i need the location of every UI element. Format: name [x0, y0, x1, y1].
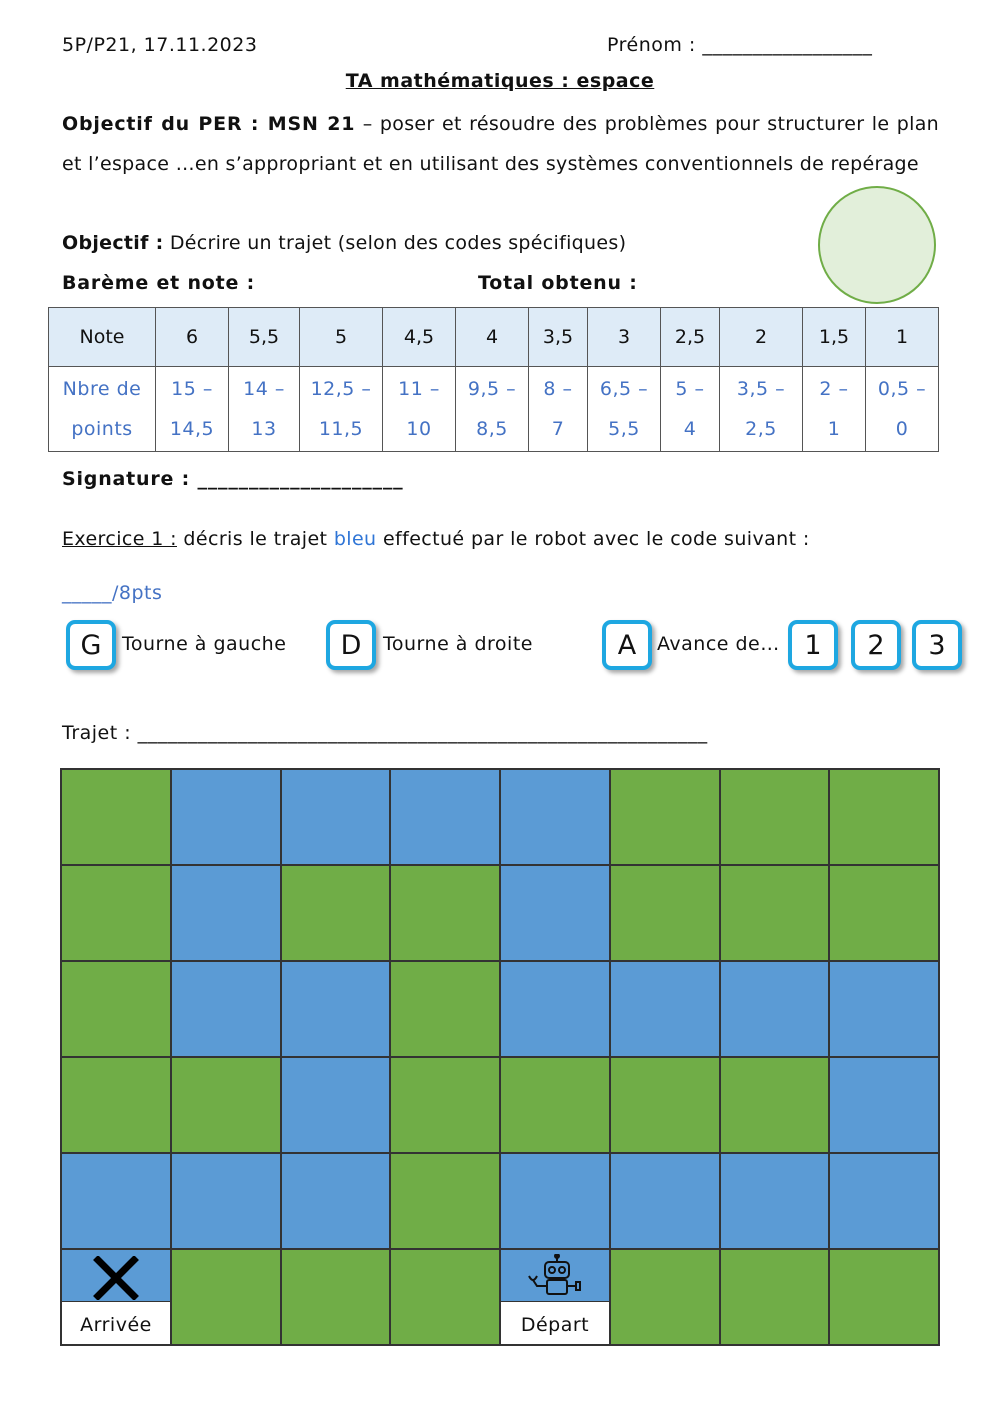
- x-mark-icon: [92, 1256, 140, 1300]
- map-cell-green: [390, 1153, 500, 1249]
- map-cell-green: [610, 865, 720, 961]
- objectif-per-text: – poser et résoudre des problèmes pour structurer le plan et l’espace …en s’appropriant et en utilisant des systèmes conventionnels de repérage: [62, 113, 939, 175]
- map-cell-blue: [610, 961, 720, 1057]
- code-key-g: G: [66, 620, 116, 670]
- map-cell-blue: [171, 1153, 281, 1249]
- map-cell-green: [171, 1249, 281, 1345]
- map-cell-blue: [829, 961, 939, 1057]
- points-cell: 5 – 4: [661, 367, 720, 452]
- depart-label: Départ: [500, 1301, 610, 1345]
- map-cell-green: [61, 1057, 171, 1153]
- note-cell: 4,5: [383, 308, 456, 367]
- map-cell-green: [720, 1249, 830, 1345]
- code-key-2: 2: [851, 620, 901, 670]
- grade-row-points: [49, 367, 939, 452]
- note-cell: 1: [866, 308, 939, 367]
- points-cell: 2 – 1: [803, 367, 866, 452]
- map-cell-blue: [281, 1057, 391, 1153]
- map-cell-blue: [281, 769, 391, 865]
- note-cell: 5,5: [229, 308, 300, 367]
- map-cell-green: [720, 1057, 830, 1153]
- map-cell-arrivee: [61, 1249, 171, 1345]
- arrivee-label: Arrivée: [61, 1301, 171, 1345]
- map-cell-green: [720, 769, 830, 865]
- code-label-g: Tourne à gauche: [122, 633, 287, 655]
- map-cell-blue: [171, 961, 281, 1057]
- signature-field[interactable]: Signature : ____________________: [62, 468, 404, 490]
- grade-table: [48, 307, 939, 452]
- map-cell-blue: [281, 1153, 391, 1249]
- map-cell-blue: [500, 1153, 610, 1249]
- map-cell-green: [61, 961, 171, 1057]
- points-cell: 14 – 13: [229, 367, 300, 452]
- total-label: Total obtenu :: [478, 272, 638, 294]
- map-cell-green: [610, 1057, 720, 1153]
- code-key-1: 1: [788, 620, 838, 670]
- code-key-3: 3: [912, 620, 962, 670]
- map-cell-green: [829, 1249, 939, 1345]
- note-cell: 4: [456, 308, 529, 367]
- map-cell-blue: [500, 961, 610, 1057]
- map-cell-blue: [171, 865, 281, 961]
- map-cell-green: [829, 769, 939, 865]
- notes-header: Note: [49, 308, 156, 367]
- map-cell-green: [61, 769, 171, 865]
- map-cell-depart: [500, 1249, 610, 1345]
- objectif-text: Décrire un trajet (selon des codes spécifiques): [163, 232, 627, 254]
- points-cell: 6,5 – 5,5: [588, 367, 661, 452]
- map-cell-blue: [720, 961, 830, 1057]
- trajet-field[interactable]: Trajet : _________________________________________________________: [62, 722, 708, 744]
- map-cell-blue: [500, 865, 610, 961]
- map-cell-blue: [281, 961, 391, 1057]
- map-cell-blue: [610, 1153, 720, 1249]
- map-cell-blue: [390, 769, 500, 865]
- exercise-score: _____/8pts: [62, 582, 163, 604]
- map-cell-green: [61, 865, 171, 961]
- map-cell-blue: [61, 1153, 171, 1249]
- note-cell: 5: [300, 308, 383, 367]
- map-cell-green: [281, 1249, 391, 1345]
- map-cell-green: [610, 1249, 720, 1345]
- map-cell-green: [829, 865, 939, 961]
- note-cell: 3: [588, 308, 661, 367]
- class-date: 5P/P21, 17.11.2023: [62, 34, 258, 56]
- exercise-highlight: bleu: [333, 528, 377, 550]
- points-header: Nbre de points: [49, 367, 156, 452]
- map-cell-green: [171, 1057, 281, 1153]
- objectif-per-label: Objectif du PER : MSN 21: [62, 113, 356, 135]
- note-cell: 3,5: [529, 308, 588, 367]
- map-cell-blue: [829, 1057, 939, 1153]
- map-cell-green: [281, 865, 391, 961]
- robot-icon: [521, 1254, 581, 1306]
- map-cell-green: [390, 865, 500, 961]
- map-cell-blue: [829, 1153, 939, 1249]
- map-cell-green: [610, 769, 720, 865]
- map-grid: [60, 768, 940, 1346]
- map-cell-green: [390, 1057, 500, 1153]
- map-cell-blue: [171, 769, 281, 865]
- points-cell: 0,5 – 0: [866, 367, 939, 452]
- objectif: [62, 232, 626, 254]
- map-cell-green: [720, 865, 830, 961]
- points-cell: 9,5 – 8,5: [456, 367, 529, 452]
- points-cell: 12,5 – 11,5: [300, 367, 383, 452]
- prenom-field[interactable]: Prénom : _________________: [607, 34, 873, 56]
- points-cell: 11 – 10: [383, 367, 456, 452]
- map-cell-green: [390, 1249, 500, 1345]
- code-key-a: A: [602, 620, 652, 670]
- code-label-a: Avance de…: [657, 633, 780, 655]
- code-key-d: D: [326, 620, 376, 670]
- points-cell: 15 – 14,5: [156, 367, 229, 452]
- objectif-per: [62, 104, 939, 184]
- points-cell: 3,5 – 2,5: [720, 367, 803, 452]
- note-cell: 1,5: [803, 308, 866, 367]
- map-cell-green: [390, 961, 500, 1057]
- grade-row-notes: [49, 308, 939, 367]
- note-cell: 2,5: [661, 308, 720, 367]
- exercise-instruction: Exercice 1 : décris le trajet bleu effectué par le robot avec le code suivant :: [62, 528, 810, 550]
- bareme-label: Barème et note :: [62, 272, 256, 294]
- note-cell: 2: [720, 308, 803, 367]
- page-title: TA mathématiques : espace: [345, 70, 655, 92]
- objectif-label: Objectif :: [62, 232, 164, 254]
- map-cell-green: [500, 1057, 610, 1153]
- map-cell-blue: [720, 1153, 830, 1249]
- map-cell-blue: [500, 769, 610, 865]
- points-cell: 8 – 7: [529, 367, 588, 452]
- grade-circle: [818, 186, 936, 304]
- note-cell: 6: [156, 308, 229, 367]
- exercise-label: Exercice 1 :: [62, 528, 177, 550]
- code-label-d: Tourne à droite: [383, 633, 533, 655]
